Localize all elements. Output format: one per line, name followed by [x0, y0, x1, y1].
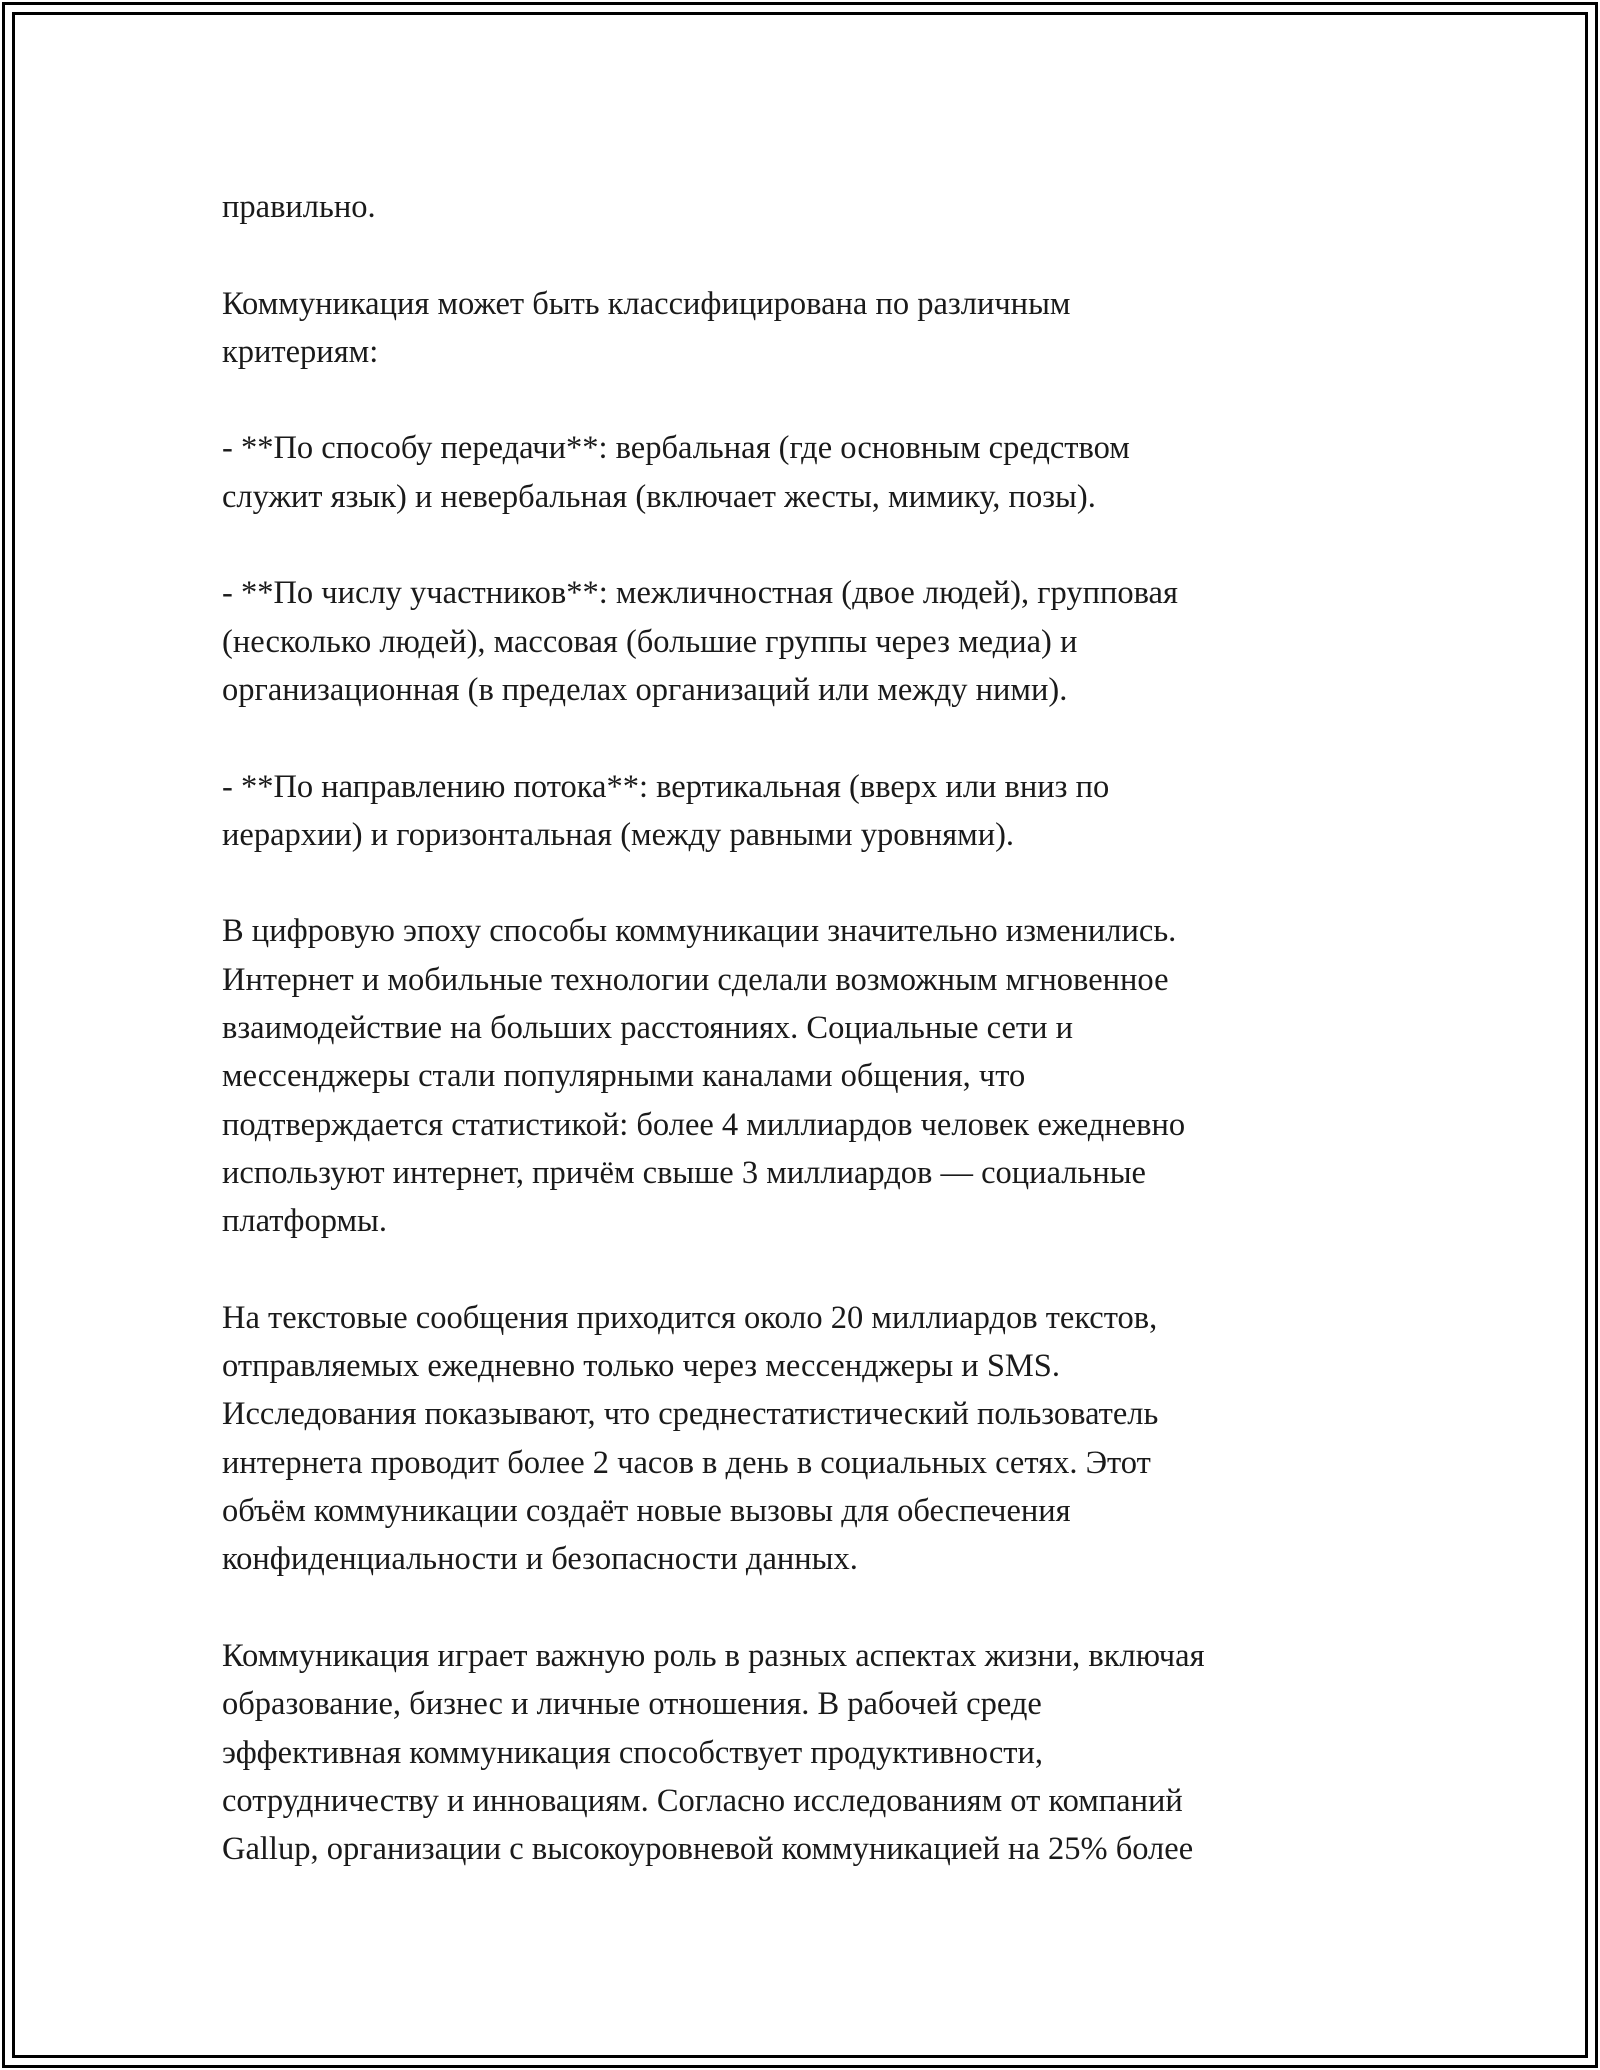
paragraph-digital-era: В цифровую эпоху способы коммуникации значительно изменились. Интернет и мобильные технологии сделали возможным мгновенное взаимодействие на больших расстояниях. Социальные сети и мессенджеры стали популярными каналами общения, что подтверждается статистикой: более 4 миллиардов человек ежедневно используют интернет, причём свыше 3 миллиардов — социальные платформы.	[222, 913, 1186, 1240]
paragraph-communication-role: Коммуникация играет важную роль в разных аспектах жизни, включая образование, бизнес и личные отношения. В рабочей среде эффективная коммуникация способствует продуктивности, сотрудничеству и инновациям. Согласно исследованиям от компаний Gallup, организации с высокоуровневой коммуникацией на 25% более	[222, 1637, 1205, 1868]
paragraph-text-messages: На текстовые сообщения приходится около 20 миллиардов текстов, отправляемых ежедневно только через мессенджеры и SMS. Исследования показывают, что среднестатистический пользователь интернета проводит более 2 часов в день в социальных сетях. Этот объём коммуникации создаёт новые вызовы для обеспечения конфиденциальности и безопасности данных.	[222, 1299, 1159, 1578]
list-item-flow-direction: - **По направлению потока**: вертикальная (вверх или вниз по иерархии) и горизонтальная (между равными уровнями).	[222, 768, 1110, 853]
paragraph-classification-intro: Коммуникация может быть классифицирована по различным критериям:	[222, 285, 1071, 370]
list-item-transmission-method: - **По способу передачи**: вербальная (где основным средством служит язык) и невербальная (включает жесты, мимику, позы).	[222, 430, 1130, 515]
document-body	[222, 183, 1422, 1873]
list-item-participants: - **По числу участников**: межличностная (двое людей), групповая (несколько людей), массовая (большие группы через медиа) и организационная (в пределах организаций или между ними).	[222, 575, 1178, 708]
paragraph-continuation: правильно.	[222, 189, 376, 225]
